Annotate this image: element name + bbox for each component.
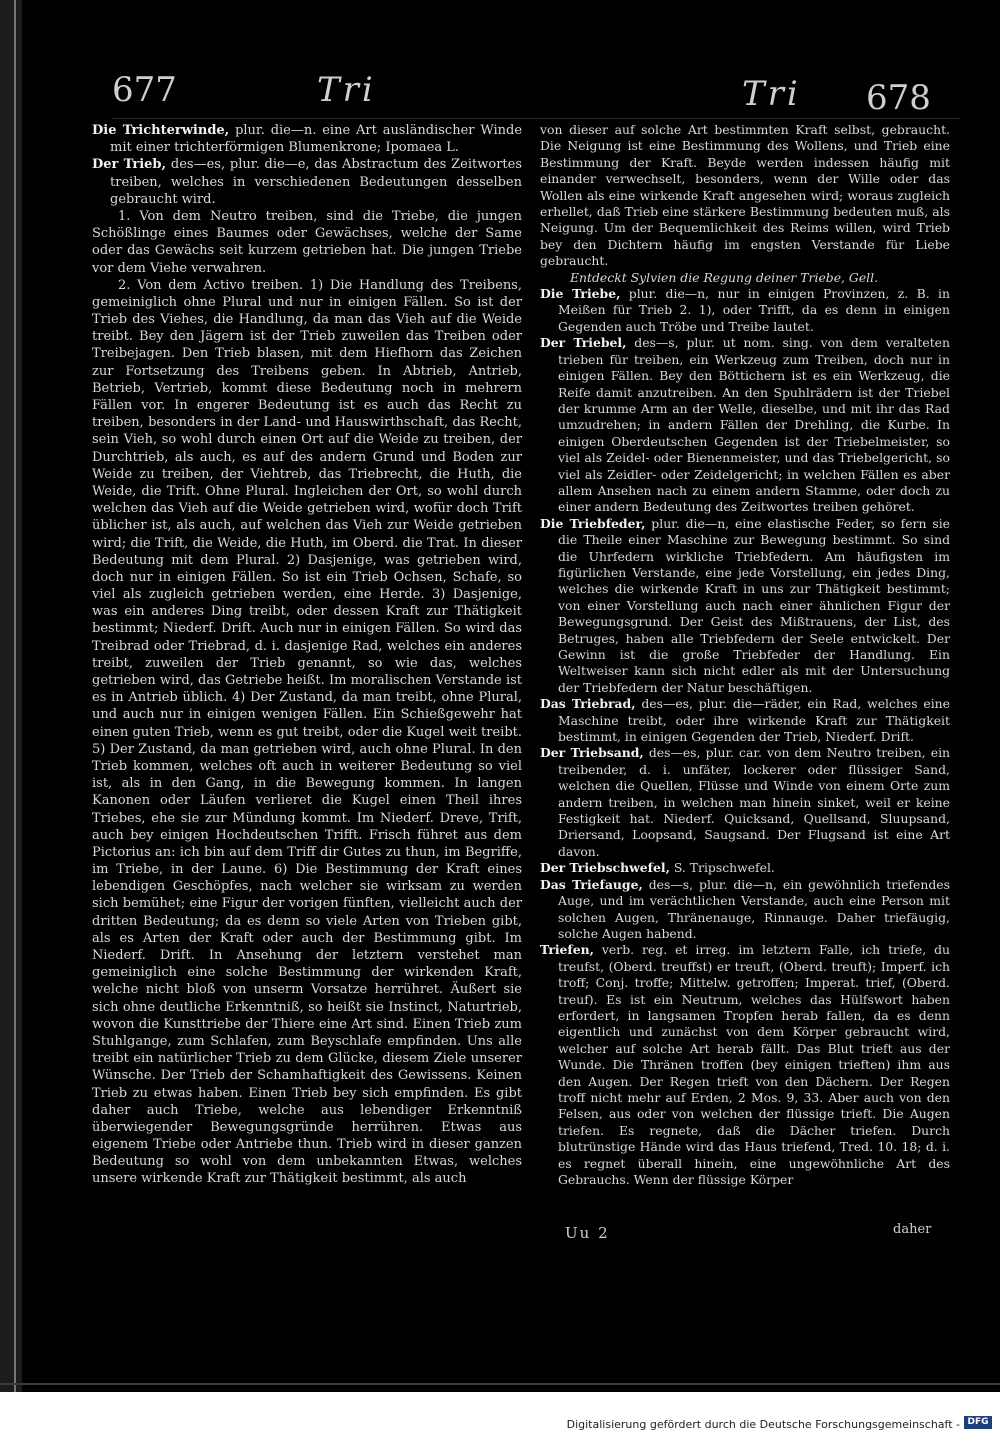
dictionary-entry [92,122,522,156]
dictionary-entry [540,877,950,943]
dictionary-entry [540,696,950,745]
page-edge [0,0,22,1392]
dictionary-entry [540,286,950,335]
entry-text: verb. reg. et irreg. im letztern Falle, ich triefe, du treufst, (Oberd. treuffst) er treuft, (Oberd. treuft); Imperf. ich troff; Conj. troffe; Mittelw. getroffen; Imperat. trief, (Oberd. treuf). Es ist ein Neutrum, welches das Hülfswort haben erfordert, in langsamen Tropfen herab fallen, da es denn eigentlich und zunächst von dem Körper gebraucht wird, welcher auf solche Art herab fällt. Das Blut trieft aus der Wunde. Die Thränen troffen (bey einigen trieften) ihm aus den Augen. Der Regen trieft von den Dächern. Der Regen troff nicht mehr auf Erden, 2 Mos. 9, 33. Aber auch von den Felsen, aus oder von welchen der flüssige trieft. Die Augen triefen. Es regnete, daß die Dächer triefen. Durch blutrünstige Hände wird das Haus triefend, Tred. 10. 18; d. i. es regnet überall hinein, eine ungewöhnliche Art des Gebrauchs. Wenn der flüssige Körper [558,942,950,1187]
header-rule [112,118,960,119]
entry-headword: Die Triebe, [540,286,621,302]
entry-text: von dieser auf solche Art bestimmten Kraft selbst, gebraucht. Die Neigung ist eine Bestimmung des Wollens, und Trieb eine Bestimmung der Kraft. Beyde werden indessen häufig mit einander verwechselt, besonders, wenn der Wille oder das Wollen als eine wirkende Kraft angesehen wird; woraus zugleich erhellet, daß Trieb eine stärkere Bestimmung bedeuten muß, als Neigung. Um der Bequemlichkeit des Reims willen, wird Trieb bey den Dichtern häufig im engsten Verstande für Liebe gebraucht. [540,122,950,269]
entry-text: des—es, plur. car. von dem Neutro treiben, ein treibender, d. i. unfäter, lockerer oder flüssiger Sand, welchen die Quellen, Flüsse und Winde von einem Orte zum andern treiben, in welchen man hinein sinket, weil er keine Festigkeit hat. Niederf. Quicksand, Quellsand, Sluupsand, Driersand, Loopsand, Saugsand. Der Flugsand ist eine Art davon. [558,745,951,859]
signature-mark: Uu 2 [565,1224,610,1242]
entry-headword: Triefen, [540,942,594,958]
page-number-right: 678 [866,78,931,118]
paragraph [540,122,950,270]
entry-text: S. Tripschwefel. [669,860,775,876]
page-header [112,70,942,118]
entry-headword: Der Triebel, [540,335,627,351]
entry-text: des—es, plur. die—räder, ein Rad, welches eine Maschine treibt, oder ihre wirkende Kraft zur Thätigkeit bestimmt, in einigen Gegenden der Trieb, Niederf. Drift. [558,696,950,745]
dictionary-entry [540,942,950,1188]
entry-headword: Die Trichterwinde, [92,123,230,138]
entry-text: des—es, plur. die—e, das Abstractum des Zeitwortes treiben, welches in verschiedenen Bedeutungen desselben gebraucht wird. [110,157,522,207]
entry-headword: Das Triebrad, [540,696,636,712]
dictionary-entry [540,335,950,515]
page-number-left: 677 [112,70,177,110]
paragraph [92,208,522,277]
dictionary-entry [92,156,522,208]
footer-credit: Digitalisierung gefördert durch die Deutsche Forschungsgemeinschaft - [566,1418,960,1431]
paragraph [540,270,950,286]
entry-headword: Der Trieb, [92,157,167,173]
dictionary-entry [540,745,950,860]
running-head-left: Tri [317,70,376,110]
entry-headword: Der Triebsand, [540,745,644,761]
entry-headword: Der Triebschwefel, [540,860,670,876]
entry-text: plur. die—n, eine elastische Feder, so fern sie die Theile einer Maschine zur Bewegung bestimmt. So sind die Uhrfedern wirkliche Triebfedern. Am häufigsten im figürlichen Verstande, eine jede Vorstellung, ein jedes Ding, welches die wirkende Kraft in uns zur Thätigkeit bestimmt; von einer Vorstellung auch nach einer ähnlichen Figur der Bewegungsgrund. Der Geist des Mißtrauens, der List, des Betruges, haben alle Triebfedern der Seele entwickelt. Der Gewinn ist die große Triebfeder der Handlung. Ein Weltweiser kann sich nicht edler als mit der Untersuchung der Triebfedern der Natur beschäftigen. [558,515,950,695]
left-column [92,122,522,1188]
scan-bottom-rule [0,1383,1000,1385]
entry-text: des—s, plur. die—n, ein gewöhnlich triefendes Auge, und im verächtlichen Verstande, auch eine Person mit solchen Augen, Thränenauge, Rinnauge. Daher triefäugig, solche Augen habend. [558,876,950,941]
entry-text: plur. die—n, nur in einigen Provinzen, z. B. in Meißen für Trieb 2. 1), oder Trifft, da es denn in einigen Gegenden auch Tröbe und Treibe lautet. [558,286,950,334]
entry-text: Entdeckt Sylvien die Regung deiner Triebe, Gell. [570,269,879,285]
dictionary-entry [540,516,950,696]
entry-text: plur. die—n. eine Art ausländischer Winde mit einer trichterförmigen Blumenkrone; Ipomaea L. [110,123,523,156]
footer-bar [0,1392,1000,1432]
right-column [540,122,950,1188]
entry-headword: Das Triefauge, [540,876,643,892]
entry-text: 1. Von dem Neutro treiben, sind die Triebe, die jungen Schößlinge eines Baumes oder Gewächses, welche der Same oder das Gewächs seit kurzem getrieben hat. Die jungen Triebe vor dem Viehe verwahren. [92,208,522,276]
dictionary-entry [540,860,950,876]
entry-headword: Die Triebfeder, [540,515,646,531]
catchword: daher [893,1222,932,1237]
entry-text: 2. Von dem Activo treiben. 1) Die Handlung des Treibens, gemeiniglich ohne Plural und nur in einigen Fällen. So ist der Trieb des Viehes, die Handlung, da man das Vieh auf die Weide treibt. Bey den Jägern ist der Trieb zuweilen das Treiben oder Treibejagen. Den Trieb blasen, mit dem Hiefhorn das Zeichen zur Fortsetzung des Treibens geben. In Abtrieb, Antrieb, Betrieb, Vertrieb, kommt diese Bedeutung noch in mehrern Fällen vor. In engerer Bedeutung ist es auch das Recht zu treiben, besonders in der Land- und Hauswirthschaft, das Recht, sein Vieh, so wohl durch einen Ort auf die Weide zu treiben, der Durchtrieb, als auch, es auf des andern Grund und Boden zur Weide zu treiben, der Viehtreb, das Triebrecht, die Huth, die Weide, die Trift. Ohne Plural. Ingleichen der Ort, so wohl durch welchen das Vieh auf die Weide getrieben wird, wofür doch Trift üblicher ist, als auch, auf welchen das Vieh zur Weide getrieben wird; die Trift, die Weide, die Huth, im Oberd. die Trat. In dieser Bedeutung mit dem Plural. 2) Dasjenige, was getrieben wird, doch nur in einigen Fällen. So ist ein Trieb Ochsen, Schafe, so viel als zugleich getrieben werden, eine Herde. 3) Dasjenige, was ein anderes Ding treibt, oder dessen Kraft zur Thätigkeit bestimmt; Niederf. Drift. Auch nur in einigen Fällen. So wird das Treibrad oder Triebrad, d. i. dasjenige Rad, welches ein anderes treibt, zuweilen der Trieb genannt, so wie das, welches getrieben wird, das Getriebe heißt. Im moralischen Verstande ist es in Antrieb üblich. 4) Der Zustand, da man treibt, ohne Plural, und auch nur in einigen wenigen Fällen. Ein Schießgewehr hat einen guten Trieb, wenn es gut treibt, oder die Kugel weit treibt. 5) Der Zustand, da man getrieben wird, auch ohne Plural. In den Trieb kommen, welches oft auch in weiterer Bedeutung so viel ist, als in den Gang, in die Bewegung kommen. In langen Kanonen oder Läufen verlieret die Kugel einen Theil ihres Triebes, ehe sie zur Mündung kommt. Im Niederf. Dreve, Trift, auch bey einigen Hochdeutschen Trifft. Frisch führet aus dem Pictorius an: ich bin auf dem Triff dir Gutes zu thun, im Begriffe, im Triebe, in der Laune. 6) Die Bestimmung der Kraft eines lebendigen Geschöpfes, nach welcher sie wirksam zu werden sich bemühet; eine Figur der vorigen fünften, vielleicht auch der dritten Bedeutung; da es denn so viele Arten von Trieben gibt, als es Arten der Kraft oder auch der Bestimmung gibt. Im Niederf. Drift. In Ansehung der letztern verstehet man gemeiniglich eine solche Bestimmung der wirkenden Kraft, welche nicht bloß von unserm Vorsatze herrühret. Äußert sie sich ohne deutliche Erkenntniß, so heißt sie Instinct, Naturtrieb, wovon die Kunsttriebe der Thiere eine Art sind. Einen Trieb zum Stuhlgange, zum Schlafen, zum Beyschlafe empfinden. Uns alle treibt ein natürlicher Trieb zu dem Glücke, diesem Ziele unserer Wünsche. Der Trieb der Schamhaftigkeit des Gewissens. Keinen Trieb zu etwas haben. Einen Trieb bey sich empfinden. Es gibt daher auch Triebe, welche aus lebendiger Erkenntniß überwiegender Bewegungsgründe herrühren. Etwas aus eigenem Triebe oder Antriebe thun. Trieb wird in dieser ganzen Bedeutung so wohl von dem unbekannten Etwas, welches unsere wirkende Kraft zur Thätigkeit bestimmt, als auch [92,277,522,1187]
entry-text: des—s, plur. ut nom. sing. von dem veralteten trieben für treiben, ein Werkzeug zum Treiben, doch nur in einigen Fällen. Bey den Böttichern ist es ein Werkzeug, die Reife damit anzutreiben. An den Spuhlrädern ist der Triebel der krumme Arm an der Welle, dieselbe, und mit ihr das Rad umzudrehen; in andern Fällen der Drehling, die Kurbe. In einigen Oberdeutschen Gegenden ist der Triebelmeister, so viel als Zeidel- oder Bienenmeister, und das Triebelgericht, so viel als Zeidler- oder Zeidelgericht; in welchen Fällen es aber allem Ansehen nach zu einem andern Stamme, oder doch zu einer andern Bedeutung des Zeitwortes treiben gehöret. [558,335,950,515]
paragraph [92,277,522,1188]
dfg-logo: DFG [964,1416,992,1429]
running-head-right: Tri [742,74,801,114]
